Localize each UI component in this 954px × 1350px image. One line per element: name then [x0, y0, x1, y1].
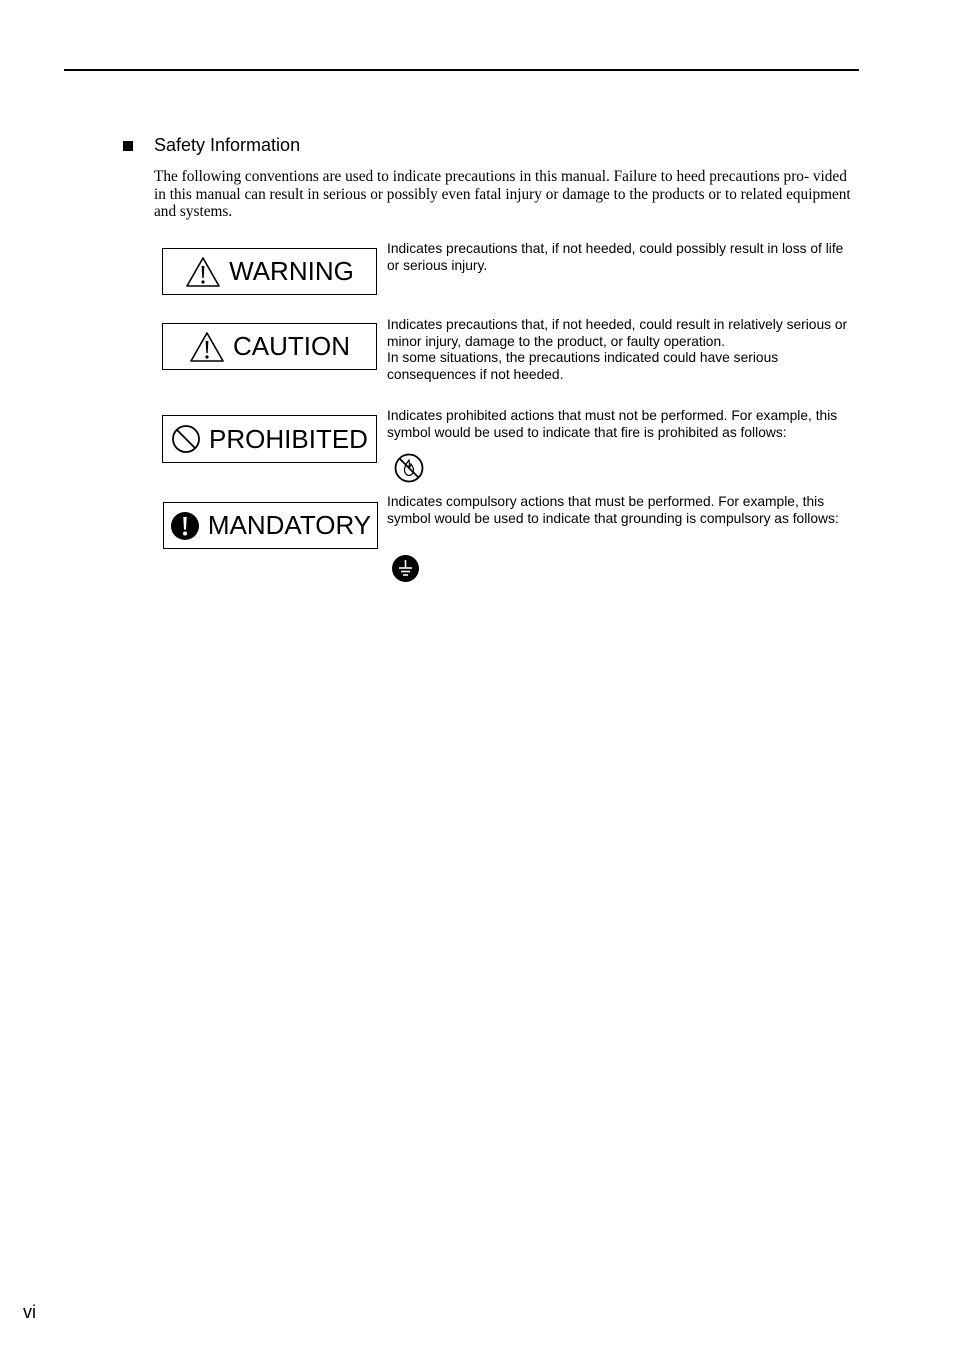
prohibited-signal-box: [162, 415, 377, 463]
square-bullet-icon: [123, 141, 133, 151]
exclamation-circle-icon: [170, 511, 200, 541]
description-line: Indicates precautions that, if not heeded, could possibly result in loss of life or serious injury.: [387, 241, 844, 273]
mandatory-label: MANDATORY: [207, 510, 372, 540]
warning-signal-box: [162, 248, 377, 295]
caution-description: [387, 317, 857, 383]
caution-signal-box: [162, 323, 377, 370]
description-line: Indicates precautions that, if not heeded, could result in relatively serious or minor injury, damage to the product, or faulty operation.: [387, 317, 848, 349]
intro-paragraph: The following conventions are used to indicate precautions in this manual. Failure to heed precautions pro- vided in this manual can result in serious or possibly even fatal injury or damage to the products or to related equipment and systems.: [154, 168, 851, 220]
mandatory-description: [387, 494, 857, 527]
header-rule: [64, 69, 859, 71]
section-title: Safety Information: [154, 135, 301, 155]
section-heading: [123, 135, 300, 156]
description-line: Indicates compulsory actions that must be performed. For example, this symbol would be used to indicate that grounding is compulsory as follows:: [387, 494, 839, 526]
prohibited-description: [387, 408, 857, 441]
warning-triangle-icon: [189, 331, 225, 363]
mandatory-signal-box: [163, 502, 378, 549]
page-number: vi: [23, 1302, 36, 1322]
description-line: In some situations, the precautions indicated could have serious consequences if not heeded.: [387, 350, 779, 382]
warning-description: [387, 241, 857, 274]
ground-icon: [391, 554, 420, 583]
prohibited-circle-icon: [171, 424, 201, 454]
warning-triangle-icon: [185, 256, 221, 288]
prohibited-label: PROHIBITED: [209, 423, 368, 454]
no-fire-icon: [393, 452, 425, 484]
caution-label: CAUTION: [233, 331, 350, 361]
warning-label: WARNING: [229, 256, 354, 286]
description-line: Indicates prohibited actions that must not be performed. For example, this symbol would be used to indicate that fire is prohibited as follows:: [387, 408, 838, 440]
